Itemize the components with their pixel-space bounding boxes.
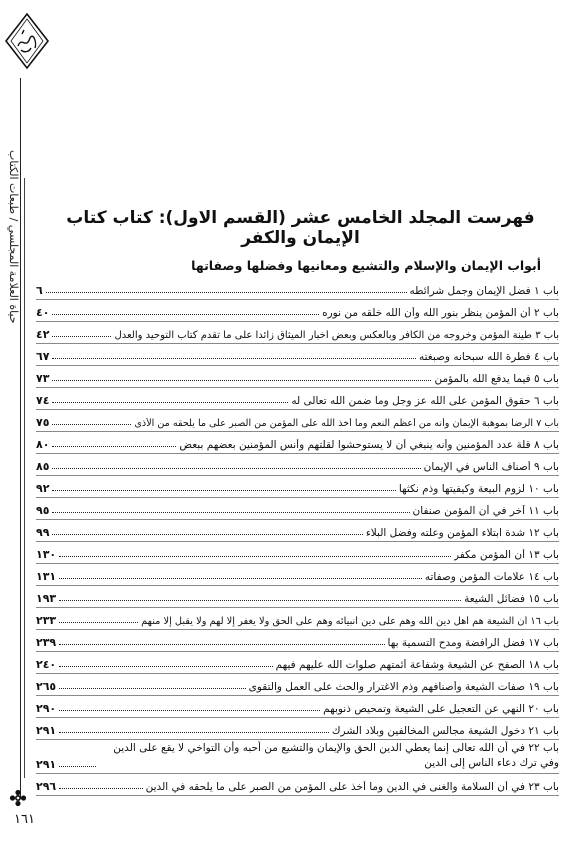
toc-entry-page: ٤٠ <box>36 306 50 319</box>
dot-leader <box>52 490 395 491</box>
dot-leader <box>59 578 422 579</box>
toc-entry-page: ٩٢ <box>36 482 50 495</box>
toc-entry <box>36 454 559 476</box>
toc-entry-title: باب ١٧ فضل الرافضة ومدح التسمية بها <box>387 637 559 649</box>
toc-entry <box>36 542 559 564</box>
toc-entry-title: باب ١٢ شدة ابتلاء المؤمن وعلته وفضل البلاء <box>365 527 559 539</box>
toc-entry <box>36 498 559 520</box>
toc-entry <box>36 410 559 432</box>
toc-entry <box>36 774 559 796</box>
dot-leader <box>59 644 384 645</box>
toc-entry-title: باب ٩ أصناف الناس في الإيمان <box>423 461 559 473</box>
toc-entry-page: ٩٩ <box>36 526 50 539</box>
dot-leader <box>52 446 176 447</box>
toc-entry-title: باب ٢٣ في أن السلامة والغنى في الدين وما أخذ على المؤمن من الصبر على ما يلحقه في الدين <box>145 781 559 793</box>
dot-leader <box>52 468 420 469</box>
toc-list <box>36 278 559 796</box>
toc-entry-page: ٢٣٣ <box>36 614 57 627</box>
dot-leader <box>52 402 288 403</box>
dot-leader <box>52 380 431 381</box>
dot-leader <box>59 788 142 789</box>
dot-leader <box>59 666 272 667</box>
toc-entry-page: ٨٥ <box>36 460 50 473</box>
toc-entry <box>36 520 559 542</box>
toc-entry-page: ٧٥ <box>36 416 50 429</box>
dot-leader <box>52 358 416 359</box>
toc-entry <box>36 322 559 344</box>
toc-entry-title: باب ٢٠ النهي عن التعجيل على الشيعة وتمحيص ذنوبهم <box>323 703 559 715</box>
toc-entry-page: ٧٣ <box>36 372 50 385</box>
toc-entry-title: باب ٣ طينة المؤمن وخروجه من الكافر وبالعكس وبعض أخبار الميثاق زائدا على ما تقدم كتاب التوحيد والعدل <box>114 330 559 341</box>
dot-leader <box>46 292 407 293</box>
toc-entry-title: باب ٢ أن المؤمن ينظر بنور الله وأن الله خلقه من نوره <box>322 307 559 319</box>
page-number: ١٦١ <box>14 812 35 827</box>
dot-leader <box>59 600 461 601</box>
toc-entry-page: ٩٥ <box>36 504 50 517</box>
toc-entry-title: باب ١١ آخر في أن المؤمن صنفان <box>412 505 559 517</box>
toc-entry <box>36 564 559 586</box>
toc-entry-title: باب ١٤ علامات المؤمن وصفاته <box>424 571 559 583</box>
toc-entry-title: باب ٦ حقوق المؤمن على الله عز وجل وما ضمن الله تعالى له <box>291 395 559 407</box>
section-title: أبواب الإيمان والإسلام والتشيع ومعانيها وفضلها وصفاتها <box>191 258 541 273</box>
margin-rule-inner <box>24 178 25 778</box>
running-head: حياة العلامة المجلسي / طبعات الكتاب <box>7 150 20 324</box>
toc-entry-title: باب ٢٢ في أن الله تعالى إنما يعطي الدين الحق والإيمان والتشيع من أحبه وأن التواخي لا يقع على الدين وفي ترك دعاء الناس إلى الدين <box>113 742 559 769</box>
toc-entry <box>36 652 559 674</box>
toc-entry-title: باب ٥ فيما يدفع الله بالمؤمن <box>434 373 559 385</box>
toc-entry-title: باب ١٩ صفات الشيعة وأصنافهم وذم الاغترار والحث على العمل والتقوى <box>248 681 559 693</box>
toc-entry-title: باب ١٦ أن الشيعة هم أهل دين الله وهم على دين أنبيائه وهم على الحق ولا يغفر إلا لهم ولا يقبل إلا منهم <box>141 616 559 627</box>
toc-entry-page: ٢٩١ <box>36 724 57 737</box>
toc-entry-page: ٦ <box>36 284 43 297</box>
dot-leader <box>52 424 131 425</box>
dot-leader <box>59 688 246 689</box>
toc-entry-page: ٢٦٥ <box>36 680 57 693</box>
toc-entry-title: باب ١٨ الصفح عن الشيعة وشفاعة أئمتهم صلوات الله عليهم فيهم <box>275 659 559 671</box>
dot-leader <box>59 766 96 767</box>
toc-entry-title: باب ٤ فطرة الله سبحانه وصبغته <box>418 351 559 363</box>
toc-entry-page: ٢٤٠ <box>36 658 57 671</box>
toc-entry-page: ٢٣٩ <box>36 636 57 649</box>
dot-leader <box>52 336 111 337</box>
dot-leader <box>59 732 329 733</box>
dot-leader <box>52 512 409 513</box>
toc-entry <box>36 278 559 300</box>
toc-entry <box>36 740 559 774</box>
toc-entry-title: باب ١٣ أن المؤمن مكفر <box>453 549 559 561</box>
toc-entry-page: ٢٩١ <box>36 758 57 771</box>
toc-entry-page: ٤٢ <box>36 328 50 341</box>
page-title: فهرست المجلد الخامس عشر (القسم الاول): كتاب كتاب الإيمان والكفر <box>66 208 535 248</box>
dot-leader <box>59 556 451 557</box>
toc-entry <box>36 432 559 454</box>
toc-entry-title: باب ٧ الرضا بموهبة الإيمان وأنه من أعظم النعم وما أخذ الله على المؤمن من الصبر على ما يلحقه من الأذى <box>134 418 559 429</box>
emblem-logo <box>4 12 50 70</box>
toc-entry <box>36 608 559 630</box>
toc-entry-title: باب ٨ قلة عدد المؤمنين وأنه ينبغي أن لا يستوحشوا لقلتهم وأنس المؤمنين بعضهم ببعض <box>179 439 559 451</box>
toc-entry-page: ١٣٠ <box>36 548 57 561</box>
toc-entry-title: باب ١ فضل الإيمان وجمل شرائطه <box>409 285 559 297</box>
toc-entry <box>36 674 559 696</box>
flower-ornament-icon <box>9 789 27 807</box>
toc-entry-page: ١٩٣ <box>36 592 57 605</box>
toc-entry <box>36 718 559 740</box>
toc-entry-page: ٢٩٦ <box>36 780 57 793</box>
toc-entry <box>36 366 559 388</box>
toc-entry-title: باب ١٠ لزوم البيعة وكيفيتها وذم نكثها <box>398 483 559 495</box>
toc-entry <box>36 344 559 366</box>
toc-entry-title: باب ١٥ فضائل الشيعة <box>464 593 559 605</box>
dot-leader <box>59 710 320 711</box>
toc-entry <box>36 630 559 652</box>
toc-entry <box>36 476 559 498</box>
toc-entry <box>36 586 559 608</box>
toc-entry <box>36 388 559 410</box>
toc-entry-title: باب ٢١ دخول الشيعة مجالس المخالفين وبلاد الشرك <box>331 725 559 737</box>
toc-entry-page: ١٣١ <box>36 570 57 583</box>
toc-entry-page: ٢٩٠ <box>36 702 57 715</box>
toc-entry-page: ٧٤ <box>36 394 50 407</box>
dot-leader <box>52 534 362 535</box>
toc-entry-page: ٨٠ <box>36 438 50 451</box>
toc-entry <box>36 696 559 718</box>
dot-leader <box>59 622 138 623</box>
toc-entry <box>36 300 559 322</box>
toc-entry-page: ٦٧ <box>36 350 50 363</box>
dot-leader <box>52 314 319 315</box>
